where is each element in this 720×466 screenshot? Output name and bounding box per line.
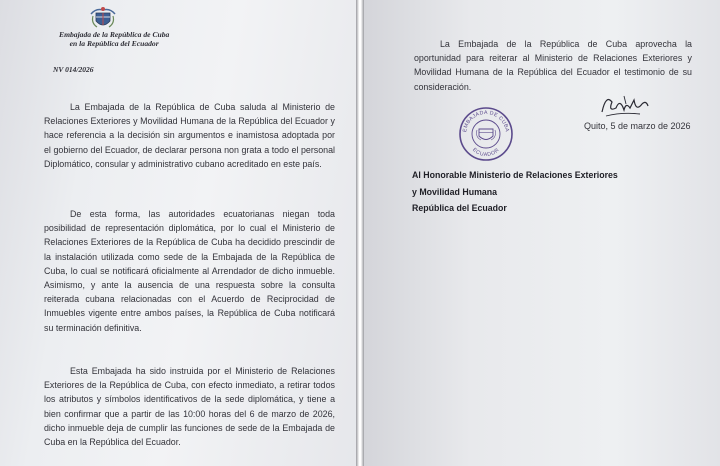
addressee-line-2: y Movilidad Humana xyxy=(412,186,498,197)
letterhead xyxy=(59,30,169,48)
embassy-stamp-icon xyxy=(456,105,516,163)
addressee-line-3: República del Ecuador xyxy=(412,203,507,213)
note-reference-number: NV 014/2026 xyxy=(53,65,94,74)
addressee-line-1: Al Honorable Ministerio de Relaciones Exteriores xyxy=(412,170,618,180)
date-line: Quito, 5 de marzo de 2026 xyxy=(584,121,691,131)
svg-text:ECUADOR xyxy=(471,147,501,158)
body-paragraph-3: Esta Embajada ha sido instruida por el Ministerio de Relaciones Exteriores de la República de Cuba, con efecto inmediato, a retirar todos los atributos y símbolos identificativos de la sede diplomática, y tiene a bien confirmar que a partir de las 10:00 horas del 6 de marzo de 2026, dicho inmueble deja de cumplir las funciones de sede de la Embajada de Cuba en la República del Ecuador. xyxy=(44,366,335,448)
signature-icon xyxy=(596,90,652,124)
body-paragraph-2: De esta forma, las autoridades ecuatorianas niegan toda posibilidad de representación diplomática, por lo cual el Ministerio de Relaciones Exteriores de la República de Cuba ha decidido prescindir de la instalación utilizada como sede de la Embajada de la República de Cuba, lo cual se notificará oficialmente al Arrendador de dicho inmueble. Asimismo, y ante la ausencia de una respuesta sobre la consulta reiterada cubana relacionadas con el Acuerdo de Reciprocidad de Inmuebles vigente entre ambos países, la República de Cuba notificará su terminación definitiva. xyxy=(44,209,335,333)
stamp-top-text: EMBAJADA DE CUBA xyxy=(462,109,510,133)
letterhead-line-2: en la República del Ecuador xyxy=(69,39,159,48)
page-divider xyxy=(356,0,364,466)
letter-page-2 xyxy=(364,0,720,466)
coat-of-arms-icon xyxy=(88,5,118,31)
stamp-bottom-text: ECUADOR xyxy=(471,147,501,159)
letterhead-line-1: Embajada de la República de Cuba xyxy=(59,30,170,39)
addressee-block xyxy=(412,167,618,217)
letter-page-1 xyxy=(0,0,356,466)
closing-paragraph: La Embajada de la República de Cuba aprovecha la oportunidad para reiterar al Ministerio de Relaciones Exteriores y Movilidad Humana de la República del Ecuador el testimonio de su consideración. xyxy=(414,39,692,92)
body-paragraph-1: La Embajada de la República de Cuba saluda al Ministerio de Relaciones Exteriores y Movilidad Humana de la República del Ecuador y hace referencia a la decisión sin argumentos e inamistosa adoptada por el gobierno del Ecuador, de declarar persona non grata a todo el personal Diplomático, consular y administrativo cubano acreditado en este país. xyxy=(44,102,335,169)
